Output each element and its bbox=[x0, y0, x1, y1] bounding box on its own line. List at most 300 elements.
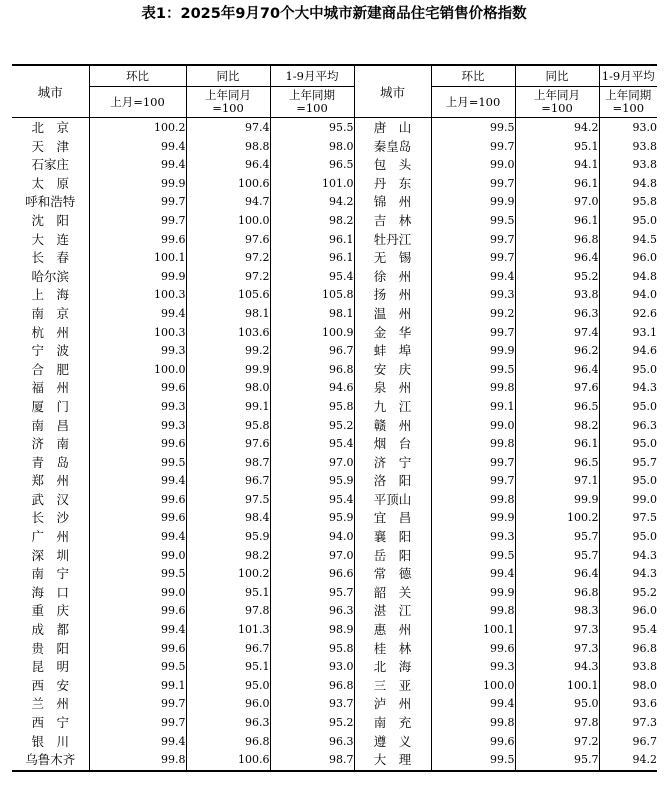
cell-city-right: 宜 昌 bbox=[354, 509, 431, 528]
cell-yoy-left: 96.8 bbox=[186, 733, 270, 752]
cell-mom-right: 99.5 bbox=[431, 361, 515, 380]
cell-city-right: 韶 关 bbox=[354, 584, 431, 603]
cell-mom-left: 99.4 bbox=[89, 472, 186, 491]
cell-city-left: 南 宁 bbox=[12, 565, 89, 584]
cell-mom-left: 99.4 bbox=[89, 305, 186, 324]
cell-city-right: 九 江 bbox=[354, 398, 431, 417]
cell-yoy-left: 96.7 bbox=[186, 640, 270, 659]
cell-yoy-right: 96.4 bbox=[515, 249, 599, 268]
cell-yoy-right: 97.2 bbox=[515, 733, 599, 752]
table-row bbox=[12, 509, 657, 528]
cell-avg-right: 95.8 bbox=[599, 193, 657, 212]
cell-mom-left: 99.3 bbox=[89, 398, 186, 417]
cell-mom-left: 99.4 bbox=[89, 621, 186, 640]
cell-mom-right: 99.7 bbox=[431, 231, 515, 250]
cell-mom-right: 99.0 bbox=[431, 417, 515, 436]
cell-city-left: 上 海 bbox=[12, 286, 89, 305]
cell-avg-left: 93.7 bbox=[270, 695, 354, 714]
cell-avg-right: 93.1 bbox=[599, 324, 657, 343]
cell-yoy-right: 95.0 bbox=[515, 695, 599, 714]
cell-yoy-right: 94.3 bbox=[515, 658, 599, 677]
cell-city-left: 深 圳 bbox=[12, 547, 89, 566]
cell-yoy-right: 95.7 bbox=[515, 751, 599, 771]
cell-yoy-left: 95.9 bbox=[186, 528, 270, 547]
cell-yoy-right: 97.4 bbox=[515, 324, 599, 343]
cell-city-left: 乌鲁木齐 bbox=[12, 751, 89, 771]
cell-yoy-left: 96.7 bbox=[186, 472, 270, 491]
cell-mom-right: 99.7 bbox=[431, 138, 515, 157]
cell-avg-right: 98.0 bbox=[599, 677, 657, 696]
cell-avg-right: 95.0 bbox=[599, 472, 657, 491]
cell-yoy-left: 97.6 bbox=[186, 231, 270, 250]
table-row bbox=[12, 528, 657, 547]
cell-yoy-right: 95.7 bbox=[515, 547, 599, 566]
cell-yoy-right: 96.8 bbox=[515, 231, 599, 250]
cell-mom-right: 99.7 bbox=[431, 249, 515, 268]
cell-mom-left: 99.5 bbox=[89, 565, 186, 584]
cell-yoy-left: 97.6 bbox=[186, 435, 270, 454]
cell-avg-left: 96.6 bbox=[270, 565, 354, 584]
cell-mom-right: 99.4 bbox=[431, 695, 515, 714]
cell-mom-right: 99.5 bbox=[431, 751, 515, 771]
cell-mom-right: 100.0 bbox=[431, 677, 515, 696]
cell-avg-left: 95.8 bbox=[270, 398, 354, 417]
cell-avg-left: 98.1 bbox=[270, 305, 354, 324]
cell-mom-right: 99.1 bbox=[431, 398, 515, 417]
cell-city-right: 北 海 bbox=[354, 658, 431, 677]
header-avg-left: 1-9月平均 bbox=[270, 65, 354, 87]
cell-city-right: 徐 州 bbox=[354, 268, 431, 287]
cell-mom-left: 99.4 bbox=[89, 528, 186, 547]
header-mom-right: 环比 bbox=[431, 65, 515, 87]
cell-mom-left: 100.0 bbox=[89, 361, 186, 380]
cell-avg-left: 96.7 bbox=[270, 342, 354, 361]
cell-city-right: 温 州 bbox=[354, 305, 431, 324]
cell-yoy-left: 97.2 bbox=[186, 249, 270, 268]
cell-city-right: 无 锡 bbox=[354, 249, 431, 268]
cell-city-left: 合 肥 bbox=[12, 361, 89, 380]
table-row bbox=[12, 361, 657, 380]
cell-city-right: 吉 林 bbox=[354, 212, 431, 231]
cell-mom-left: 99.9 bbox=[89, 268, 186, 287]
cell-avg-left: 101.0 bbox=[270, 175, 354, 194]
cell-mom-left: 99.0 bbox=[89, 547, 186, 566]
table-row bbox=[12, 751, 657, 771]
cell-avg-right: 96.8 bbox=[599, 640, 657, 659]
cell-avg-left: 94.2 bbox=[270, 193, 354, 212]
page-title: 表1：2025年9月70个大中城市新建商品住宅销售价格指数 bbox=[141, 6, 527, 22]
cell-city-left: 南 昌 bbox=[12, 417, 89, 436]
cell-avg-left: 94.0 bbox=[270, 528, 354, 547]
table-row bbox=[12, 286, 657, 305]
cell-city-left: 北 京 bbox=[12, 118, 89, 138]
cell-city-right: 烟 台 bbox=[354, 435, 431, 454]
cell-mom-right: 99.7 bbox=[431, 175, 515, 194]
cell-yoy-left: 101.3 bbox=[186, 621, 270, 640]
cell-yoy-left: 94.7 bbox=[186, 193, 270, 212]
cell-city-left: 广 州 bbox=[12, 528, 89, 547]
cell-avg-left: 95.5 bbox=[270, 118, 354, 138]
table-row bbox=[12, 138, 657, 157]
cell-city-left: 沈 阳 bbox=[12, 212, 89, 231]
table-row bbox=[12, 268, 657, 287]
cell-yoy-right: 97.3 bbox=[515, 640, 599, 659]
cell-mom-right: 99.9 bbox=[431, 584, 515, 603]
cell-city-left: 兰 州 bbox=[12, 695, 89, 714]
cell-avg-right: 95.0 bbox=[599, 398, 657, 417]
cell-city-left: 郑 州 bbox=[12, 472, 89, 491]
table-row bbox=[12, 324, 657, 343]
cell-yoy-right: 96.4 bbox=[515, 361, 599, 380]
cell-avg-right: 94.0 bbox=[599, 286, 657, 305]
cell-avg-right: 93.8 bbox=[599, 156, 657, 175]
cell-mom-left: 99.6 bbox=[89, 435, 186, 454]
cell-yoy-left: 97.4 bbox=[186, 118, 270, 138]
table-row bbox=[12, 547, 657, 566]
cell-city-right: 三 亚 bbox=[354, 677, 431, 696]
cell-city-right: 金 华 bbox=[354, 324, 431, 343]
cell-city-left: 大 连 bbox=[12, 231, 89, 250]
cell-yoy-left: 95.0 bbox=[186, 677, 270, 696]
cell-mom-left: 99.7 bbox=[89, 714, 186, 733]
cell-mom-right: 99.3 bbox=[431, 286, 515, 305]
cell-yoy-right: 96.1 bbox=[515, 435, 599, 454]
cell-yoy-right: 96.1 bbox=[515, 212, 599, 231]
cell-avg-left: 98.2 bbox=[270, 212, 354, 231]
cell-avg-left: 96.1 bbox=[270, 231, 354, 250]
header-avg-base-right: 上年同期 =100 bbox=[599, 87, 657, 118]
cell-city-left: 海 口 bbox=[12, 584, 89, 603]
header-yoy-base-right: 上年同月 =100 bbox=[515, 87, 599, 118]
cell-city-left: 南 京 bbox=[12, 305, 89, 324]
cell-mom-right: 99.8 bbox=[431, 491, 515, 510]
cell-avg-right: 95.2 bbox=[599, 584, 657, 603]
cell-mom-right: 99.5 bbox=[431, 547, 515, 566]
cell-avg-left: 95.8 bbox=[270, 640, 354, 659]
cell-avg-left: 98.9 bbox=[270, 621, 354, 640]
cell-city-left: 福 州 bbox=[12, 379, 89, 398]
cell-city-left: 西 安 bbox=[12, 677, 89, 696]
table-row bbox=[12, 584, 657, 603]
table-row bbox=[12, 454, 657, 473]
cell-mom-right: 99.7 bbox=[431, 454, 515, 473]
cell-city-left: 杭 州 bbox=[12, 324, 89, 343]
cell-city-right: 唐 山 bbox=[354, 118, 431, 138]
cell-yoy-left: 99.9 bbox=[186, 361, 270, 380]
cell-yoy-left: 96.3 bbox=[186, 714, 270, 733]
cell-avg-left: 95.4 bbox=[270, 268, 354, 287]
cell-avg-right: 94.3 bbox=[599, 547, 657, 566]
table-row bbox=[12, 602, 657, 621]
cell-yoy-right: 97.8 bbox=[515, 714, 599, 733]
table-row bbox=[12, 156, 657, 175]
cell-yoy-right: 95.2 bbox=[515, 268, 599, 287]
cell-mom-right: 99.7 bbox=[431, 472, 515, 491]
table-row bbox=[12, 193, 657, 212]
cell-city-left: 西 宁 bbox=[12, 714, 89, 733]
cell-avg-right: 94.3 bbox=[599, 379, 657, 398]
cell-city-left: 济 南 bbox=[12, 435, 89, 454]
cell-mom-right: 100.1 bbox=[431, 621, 515, 640]
cell-mom-left: 99.6 bbox=[89, 602, 186, 621]
cell-avg-left: 95.4 bbox=[270, 435, 354, 454]
cell-avg-left: 96.8 bbox=[270, 677, 354, 696]
cell-avg-left: 95.2 bbox=[270, 714, 354, 733]
cell-mom-right: 99.4 bbox=[431, 268, 515, 287]
cell-mom-left: 99.7 bbox=[89, 212, 186, 231]
cell-yoy-left: 98.8 bbox=[186, 138, 270, 157]
cell-city-right: 桂 林 bbox=[354, 640, 431, 659]
table-row bbox=[12, 249, 657, 268]
cell-yoy-right: 96.2 bbox=[515, 342, 599, 361]
cell-yoy-left: 99.2 bbox=[186, 342, 270, 361]
cell-mom-left: 99.5 bbox=[89, 658, 186, 677]
cell-city-left: 哈尔滨 bbox=[12, 268, 89, 287]
cell-yoy-right: 100.1 bbox=[515, 677, 599, 696]
cell-city-left: 宁 波 bbox=[12, 342, 89, 361]
cell-yoy-left: 96.4 bbox=[186, 156, 270, 175]
cell-mom-left: 99.0 bbox=[89, 584, 186, 603]
cell-mom-right: 99.9 bbox=[431, 342, 515, 361]
cell-mom-left: 99.8 bbox=[89, 751, 186, 771]
cell-mom-left: 99.6 bbox=[89, 379, 186, 398]
cell-mom-right: 99.8 bbox=[431, 379, 515, 398]
table-row bbox=[12, 640, 657, 659]
cell-avg-right: 95.4 bbox=[599, 621, 657, 640]
header-city-left: 城市 bbox=[12, 65, 89, 118]
cell-city-right: 南 充 bbox=[354, 714, 431, 733]
table-header bbox=[12, 65, 657, 118]
table-row bbox=[12, 212, 657, 231]
cell-yoy-left: 98.4 bbox=[186, 509, 270, 528]
cell-mom-right: 99.8 bbox=[431, 714, 515, 733]
table-row bbox=[12, 398, 657, 417]
cell-yoy-left: 100.2 bbox=[186, 565, 270, 584]
cell-mom-left: 99.4 bbox=[89, 156, 186, 175]
cell-avg-right: 96.3 bbox=[599, 417, 657, 436]
cell-yoy-right: 97.3 bbox=[515, 621, 599, 640]
cell-mom-left: 99.1 bbox=[89, 677, 186, 696]
header-mom-base-right: 上月=100 bbox=[431, 87, 515, 118]
cell-mom-left: 99.3 bbox=[89, 342, 186, 361]
cell-avg-right: 96.0 bbox=[599, 602, 657, 621]
cell-yoy-right: 98.3 bbox=[515, 602, 599, 621]
cell-city-right: 岳 阳 bbox=[354, 547, 431, 566]
table-row bbox=[12, 342, 657, 361]
cell-mom-right: 99.9 bbox=[431, 509, 515, 528]
cell-city-right: 锦 州 bbox=[354, 193, 431, 212]
cell-mom-right: 99.3 bbox=[431, 658, 515, 677]
cell-yoy-right: 95.1 bbox=[515, 138, 599, 157]
cell-avg-right: 94.5 bbox=[599, 231, 657, 250]
cell-avg-right: 94.3 bbox=[599, 565, 657, 584]
cell-mom-left: 99.6 bbox=[89, 640, 186, 659]
cell-yoy-left: 99.1 bbox=[186, 398, 270, 417]
cell-yoy-right: 93.8 bbox=[515, 286, 599, 305]
cell-avg-right: 94.8 bbox=[599, 268, 657, 287]
cell-mom-left: 99.6 bbox=[89, 491, 186, 510]
table-row bbox=[12, 565, 657, 584]
cell-avg-left: 105.8 bbox=[270, 286, 354, 305]
cell-avg-left: 100.9 bbox=[270, 324, 354, 343]
table-row bbox=[12, 714, 657, 733]
cell-yoy-left: 97.5 bbox=[186, 491, 270, 510]
cell-yoy-left: 100.6 bbox=[186, 751, 270, 771]
cell-city-right: 泉 州 bbox=[354, 379, 431, 398]
cell-city-left: 贵 阳 bbox=[12, 640, 89, 659]
cell-city-right: 秦皇岛 bbox=[354, 138, 431, 157]
table-row bbox=[12, 695, 657, 714]
cell-city-left: 厦 门 bbox=[12, 398, 89, 417]
cell-mom-right: 99.3 bbox=[431, 528, 515, 547]
cell-city-left: 天 津 bbox=[12, 138, 89, 157]
cell-city-left: 呼和浩特 bbox=[12, 193, 89, 212]
price-index-table bbox=[12, 64, 657, 772]
cell-avg-left: 95.9 bbox=[270, 472, 354, 491]
header-avg-base-left: 上年同期 =100 bbox=[270, 87, 354, 118]
cell-avg-right: 93.8 bbox=[599, 658, 657, 677]
cell-mom-left: 99.9 bbox=[89, 175, 186, 194]
cell-yoy-left: 98.2 bbox=[186, 547, 270, 566]
cell-city-left: 石家庄 bbox=[12, 156, 89, 175]
cell-avg-left: 98.7 bbox=[270, 751, 354, 771]
cell-mom-left: 99.4 bbox=[89, 138, 186, 157]
cell-city-right: 蚌 埠 bbox=[354, 342, 431, 361]
table-row bbox=[12, 658, 657, 677]
cell-city-right: 济 宁 bbox=[354, 454, 431, 473]
cell-avg-right: 94.6 bbox=[599, 342, 657, 361]
cell-mom-left: 99.7 bbox=[89, 695, 186, 714]
header-yoy-left: 同比 bbox=[186, 65, 270, 87]
cell-yoy-left: 100.6 bbox=[186, 175, 270, 194]
table-row bbox=[12, 733, 657, 752]
cell-city-right: 襄 阳 bbox=[354, 528, 431, 547]
header-mom-base-left: 上月=100 bbox=[89, 87, 186, 118]
cell-yoy-left: 98.0 bbox=[186, 379, 270, 398]
header-yoy-base-left: 上年同月 =100 bbox=[186, 87, 270, 118]
cell-avg-left: 98.0 bbox=[270, 138, 354, 157]
cell-mom-right: 99.0 bbox=[431, 156, 515, 175]
cell-avg-right: 92.6 bbox=[599, 305, 657, 324]
cell-city-left: 青 岛 bbox=[12, 454, 89, 473]
cell-city-right: 安 庆 bbox=[354, 361, 431, 380]
cell-yoy-left: 100.0 bbox=[186, 212, 270, 231]
cell-yoy-right: 94.2 bbox=[515, 118, 599, 138]
table-row bbox=[12, 472, 657, 491]
cell-city-right: 常 德 bbox=[354, 565, 431, 584]
table-row bbox=[12, 677, 657, 696]
cell-yoy-left: 96.0 bbox=[186, 695, 270, 714]
cell-avg-left: 96.3 bbox=[270, 602, 354, 621]
cell-avg-left: 97.0 bbox=[270, 454, 354, 473]
cell-avg-left: 95.4 bbox=[270, 491, 354, 510]
cell-yoy-right: 96.1 bbox=[515, 175, 599, 194]
cell-mom-left: 99.4 bbox=[89, 733, 186, 752]
cell-avg-left: 94.6 bbox=[270, 379, 354, 398]
cell-city-right: 洛 阳 bbox=[354, 472, 431, 491]
cell-avg-right: 95.0 bbox=[599, 435, 657, 454]
table-row bbox=[12, 621, 657, 640]
table-row bbox=[12, 491, 657, 510]
cell-avg-right: 94.2 bbox=[599, 751, 657, 771]
cell-city-right: 惠 州 bbox=[354, 621, 431, 640]
cell-city-right: 平顶山 bbox=[354, 491, 431, 510]
cell-yoy-right: 96.3 bbox=[515, 305, 599, 324]
cell-avg-left: 95.2 bbox=[270, 417, 354, 436]
cell-yoy-left: 97.8 bbox=[186, 602, 270, 621]
cell-mom-left: 99.6 bbox=[89, 231, 186, 250]
cell-yoy-right: 96.5 bbox=[515, 398, 599, 417]
cell-yoy-left: 98.7 bbox=[186, 454, 270, 473]
cell-mom-right: 99.5 bbox=[431, 212, 515, 231]
cell-mom-left: 100.3 bbox=[89, 324, 186, 343]
cell-avg-right: 96.7 bbox=[599, 733, 657, 752]
cell-avg-right: 95.7 bbox=[599, 454, 657, 473]
table-row bbox=[12, 435, 657, 454]
cell-yoy-left: 103.6 bbox=[186, 324, 270, 343]
cell-mom-right: 99.2 bbox=[431, 305, 515, 324]
cell-city-right: 泸 州 bbox=[354, 695, 431, 714]
cell-avg-right: 95.0 bbox=[599, 212, 657, 231]
cell-avg-left: 93.0 bbox=[270, 658, 354, 677]
cell-mom-left: 100.3 bbox=[89, 286, 186, 305]
cell-yoy-right: 96.8 bbox=[515, 584, 599, 603]
cell-city-left: 昆 明 bbox=[12, 658, 89, 677]
header-city-right: 城市 bbox=[354, 65, 431, 118]
cell-yoy-left: 97.2 bbox=[186, 268, 270, 287]
table-row bbox=[12, 231, 657, 250]
cell-yoy-right: 100.2 bbox=[515, 509, 599, 528]
table-body bbox=[12, 118, 657, 771]
cell-mom-right: 99.8 bbox=[431, 435, 515, 454]
cell-city-left: 武 汉 bbox=[12, 491, 89, 510]
cell-city-left: 银 川 bbox=[12, 733, 89, 752]
cell-city-left: 重 庆 bbox=[12, 602, 89, 621]
cell-yoy-right: 97.0 bbox=[515, 193, 599, 212]
cell-city-left: 成 都 bbox=[12, 621, 89, 640]
cell-avg-left: 96.3 bbox=[270, 733, 354, 752]
cell-yoy-right: 96.5 bbox=[515, 454, 599, 473]
cell-avg-left: 97.0 bbox=[270, 547, 354, 566]
cell-city-right: 丹 东 bbox=[354, 175, 431, 194]
cell-mom-left: 99.3 bbox=[89, 417, 186, 436]
cell-avg-left: 96.5 bbox=[270, 156, 354, 175]
cell-mom-right: 99.5 bbox=[431, 118, 515, 138]
cell-yoy-left: 105.6 bbox=[186, 286, 270, 305]
cell-avg-right: 94.8 bbox=[599, 175, 657, 194]
cell-avg-right: 97.3 bbox=[599, 714, 657, 733]
cell-mom-left: 99.5 bbox=[89, 454, 186, 473]
cell-mom-left: 100.1 bbox=[89, 249, 186, 268]
cell-mom-right: 99.6 bbox=[431, 733, 515, 752]
cell-avg-right: 95.0 bbox=[599, 361, 657, 380]
cell-avg-right: 99.0 bbox=[599, 491, 657, 510]
cell-mom-right: 99.4 bbox=[431, 565, 515, 584]
cell-yoy-left: 95.8 bbox=[186, 417, 270, 436]
cell-yoy-left: 98.1 bbox=[186, 305, 270, 324]
header-mom-left: 环比 bbox=[89, 65, 186, 87]
header-avg-right: 1-9月平均 bbox=[599, 65, 657, 87]
table-row bbox=[12, 305, 657, 324]
cell-mom-left: 99.6 bbox=[89, 509, 186, 528]
cell-city-right: 包 头 bbox=[354, 156, 431, 175]
cell-avg-left: 96.1 bbox=[270, 249, 354, 268]
cell-avg-right: 93.0 bbox=[599, 118, 657, 138]
cell-yoy-right: 95.7 bbox=[515, 528, 599, 547]
table-row bbox=[12, 118, 657, 138]
cell-mom-left: 99.7 bbox=[89, 193, 186, 212]
cell-avg-left: 95.7 bbox=[270, 584, 354, 603]
